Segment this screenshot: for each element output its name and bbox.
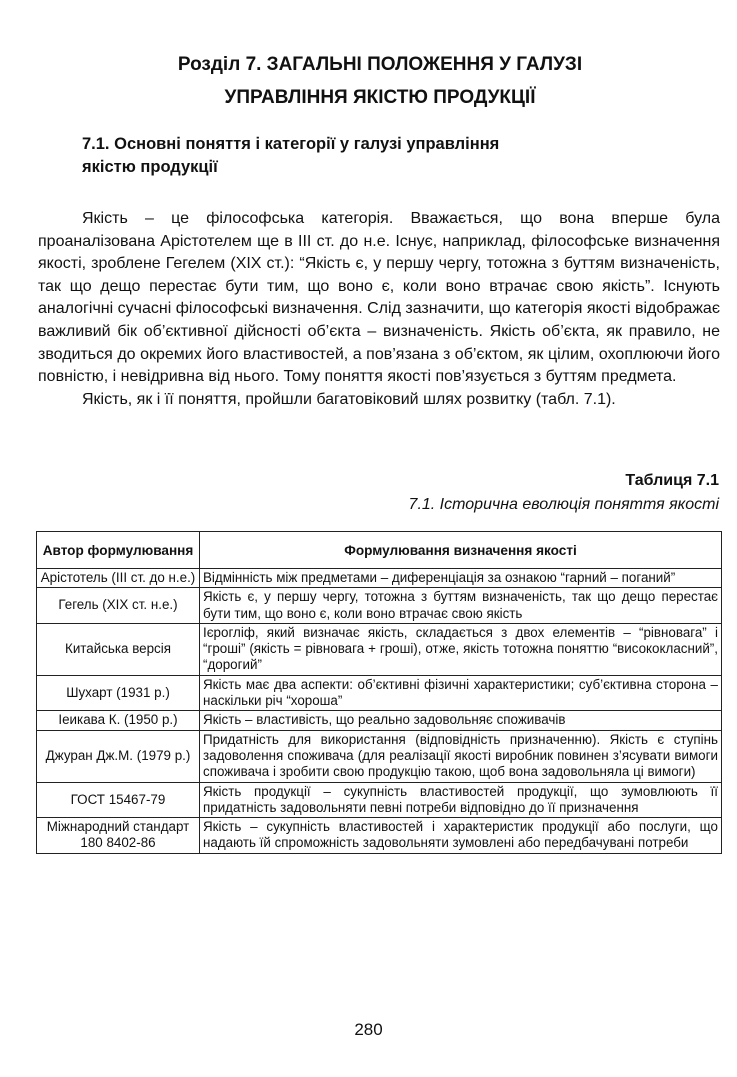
- chapter-title: [40, 48, 720, 114]
- table-row: [37, 818, 722, 854]
- table-caption: 7.1. Історична еволюція поняття якості: [408, 496, 719, 513]
- definition-cell: Якість – сукупність властивостей і характеристик продукції або послуги, що надають їй спроможність задовольняти зумовлені або передбачувані потреби: [200, 818, 722, 854]
- section-title-line-1: 7.1. Основні поняття і категорії у галузі управління: [82, 135, 500, 153]
- table-row: [37, 675, 722, 711]
- section-title-line-2: якістю продукції: [82, 158, 218, 176]
- table-row: [37, 569, 722, 588]
- author-cell: Китайська версія: [37, 623, 200, 675]
- paragraph: Якість, як і її поняття, пройшли багатовіковий шлях розвитку (табл. 7.1).: [82, 390, 616, 408]
- author-cell: ГОСТ 15467-79: [37, 782, 200, 818]
- table-row: [37, 588, 722, 624]
- table-row: [37, 782, 722, 818]
- table-row: [37, 711, 722, 730]
- chapter-title-line-1: Розділ 7. ЗАГАЛЬНІ ПОЛОЖЕННЯ У ГАЛУЗІ: [177, 54, 583, 75]
- author-cell: Гегель (XIX ст. н.е.): [37, 588, 200, 624]
- quality-evolution-table: [36, 531, 722, 854]
- header-author: Автор формулювання: [37, 532, 200, 569]
- section-title: [82, 133, 642, 179]
- body-text: [38, 208, 720, 411]
- definition-cell: Придатність для використання (відповідність призначенню). Якість є ступінь задоволення споживача (для реалізації якості виробник повинен з’ясувати вимоги споживача і зробити свою продукцію такою, щоб вона задовольняла ці вимоги): [200, 730, 722, 782]
- definition-cell: Відмінність між предметами – диференціація за ознакою “гарний – поганий”: [200, 569, 722, 588]
- author-cell: Шухарт (1931 р.): [37, 675, 200, 711]
- definition-cell: Якість є, у першу чергу, тотожна з буттям визначеність, так що дещо перестає бути тим, що воно є, коли воно втрачає свою якість: [200, 588, 722, 624]
- definition-cell: Якість продукції – сукупність властивостей продукції, що зумовлюють її придатність задовольняти певні потреби відповідно до її призначення: [200, 782, 722, 818]
- table-label: Таблиця 7.1: [625, 472, 719, 489]
- header-definition: Формулювання визначення якості: [200, 532, 722, 569]
- paragraph: Якість – це філософська категорія. Вважається, що вона вперше була проаналізована Арістотелем ще в III ст. до н.е. Існує, наприклад, філософське визначення якості, зроблене Гегелем (XIX ст.): “Якість є, у першу чергу, тотожна з буттям визначеність, так що дещо перестає бути тим, що воно є, коли воно втрачає свою якість”. Існують аналогічні сучасні філософські визначення. Слід зазначити, що категорія якості відображає важливий бік об’єктивної дійсності об’єкта – визначеність. Якість об’єкта, як правило, не зводиться до окремих його властивостей, а пов’язана з об’єктом, як цілим, охоплюючи його повністю, і невідривна від нього. Тому поняття якості пов’язується з буттям предмета.: [38, 210, 720, 386]
- author-cell: Джуран Дж.М. (1979 р.): [37, 730, 200, 782]
- chapter-title-line-2: УПРАВЛІННЯ ЯКІСТЮ ПРОДУКЦІЇ: [224, 87, 536, 108]
- table-row: [37, 623, 722, 675]
- table-row: [37, 730, 722, 782]
- definition-cell: Ієрогліф, який визначає якість, складається з двох елементів – “рівновага” і “гроші” (якість = рівновага + гроші), отже, якість тотожна поняттю “висококласний”, “дорогий”: [200, 623, 722, 675]
- definition-cell: Якість має два аспекти: об’єктивні фізичні характеристики; суб’єктивна сторона – наскільки річ “хороша”: [200, 675, 722, 711]
- author-cell: Іеикава К. (1950 р.): [37, 711, 200, 730]
- table-header-row: [37, 532, 722, 569]
- author-cell: Міжнародний стандарт 180 8402-86: [37, 818, 200, 854]
- author-cell: Арістотель (III ст. до н.е.): [37, 569, 200, 588]
- page-number: 280: [354, 1020, 383, 1039]
- definition-cell: Якість – властивість, що реально задовольняє споживачів: [200, 711, 722, 730]
